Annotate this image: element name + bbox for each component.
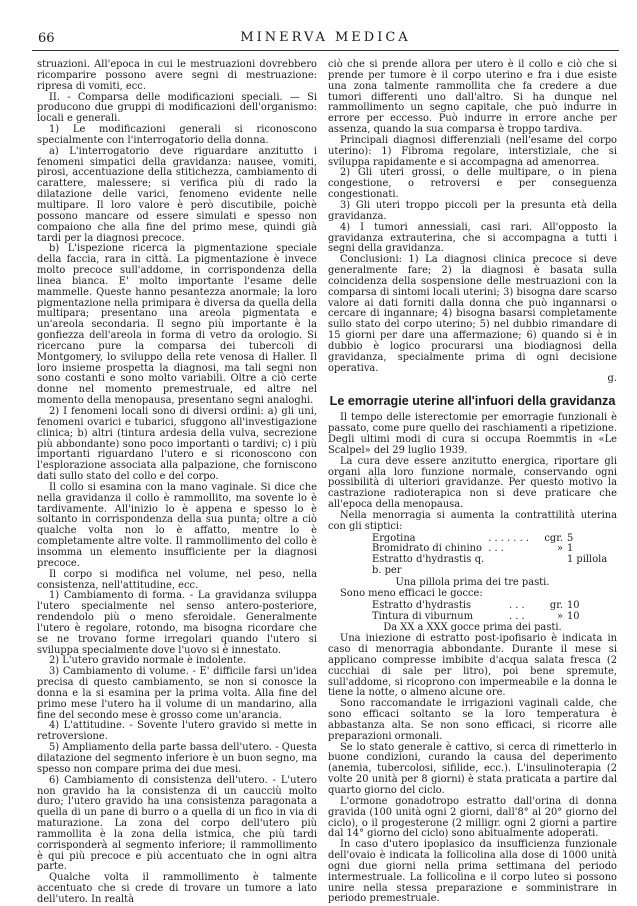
paragraph: 1) Le modificazioni generali si riconoscono specialmente con l'interrogatorio della donna. — [37, 124, 317, 146]
paragraph: 2) Gli uteri grossi, o delle multipare, o in piena congestione, o retroversi e per conseguenza congestionati. — [328, 167, 617, 201]
right-column — [328, 59, 617, 905]
drug-unit — [529, 555, 567, 577]
drug-quantity: 1 — [567, 543, 574, 555]
paragraph: In caso d'utero ipoplasico da insufficienza funzionale dell'ovaio è indicata la follicolina alla dose di 1000 unità ogni due giorni nella prima settimana del periodo intermestruale. La follicolina e il corpo luteo si possono unire nella stessa preparazione e somministrare in periodo premestruale. — [328, 839, 617, 905]
dot-leader: . . . — [508, 599, 525, 611]
prescription-row — [328, 555, 617, 577]
paragraph: Qualche volta il rammollimento è talmente accentuato che si crede di trovare un tumore a lato dell'utero. In realtà — [37, 872, 317, 905]
paragraph: a) L'interrogatorio deve riguardare anzitutto i fenomeni simpatici della gravidanza: nausee, vomiti, pirosi, accentuazione della stitichezza, cambiamento di carattere, malessere; si verifica più di rado la dilatazione delle varici, fenomeno evidente nelle multipare. Il loro valore è però discutibile, poichè possono mancare od essere simulati e spesso non compaiono che alla fine del primo mese, quindi già tardi per la diagnosi precoce. — [37, 145, 317, 244]
drug-name: Ergotina — [372, 532, 416, 544]
drug-name: Estratto d'hydrastis — [372, 599, 472, 611]
paragraph: Il corpo si modifica nel volume, nel peso, nella consistenza, nell'attitudine, ecc. — [37, 568, 317, 591]
paragraph: 3) Gli uteri troppo piccoli per la presunta età della gravidanza. — [328, 199, 617, 222]
paragraph: 5) Ampliamento della parte bassa dell'utero. - Questa dilatazione del segmento inferiore è un buon segno, ma spesso non compare prima dei due mesi. — [37, 742, 317, 775]
dot-leader: . . . — [508, 610, 525, 622]
paragraph: ciò che si prende allora per utero è il collo e ciò che si prende per tumore è il corpo uterino e fra i due esiste una zona talmente rammollita che fa credere a due tumori differenti uno dall'altro. Si ha dunque nel rammollimento un segno capitale, che può indurre in errore per eccesso. Può indurre in errore anche per assenza, quando la sua comparsa è troppo tardiva. — [328, 59, 617, 136]
paragraph: Conclusioni: 1) La diagnosi clinica precoce si deve generalmente fare; 2) la diagnosi è basata sulla coincidenza della sospensione delle mestruazioni con la comparsa di sintomi locali uterini; 3) bisogna dare scarso valore ai dati forniti dalla donna che può ingannarsi o cercare di ingannare; 4) bisogna basarsi completamente sullo stato del corpo uterino; 5) nel dubbio rimandare di 15 giorni per dare una affermazione; 6) quando si è in dubbio è logico procurarsi una biodiagnosi della gravidanza, specialmente prima di ogni decisione operativa. — [328, 254, 617, 374]
paragraph: 1) Cambiamento di forma. - La gravidanza sviluppa l'utero specialmente nel senso antero-posteriore, rendendolo più o meno sferoidale. Generalmente l'utero è regolare, rotondo, ma bisogna ricordare che se ne trovano forme irregolari quando l'utero si sviluppa specialmente dove l'uovo si è innestato. — [37, 590, 317, 656]
paragraph: 4) L'attitudine. - Sovente l'utero gravido si mette in retroversione. — [37, 720, 317, 743]
prescription-row — [328, 612, 617, 623]
paragraph: Il collo si esamina con la mano vaginale. Si dice che nella gravidanza il collo è rammollito, ma sovente lo è tardivamente. All'inizio lo è appena e spesso lo è soltanto in corrispondenza della sua punta; oltre a ciò qualche volta non lo è affatto, mentre lo è completamente altre volte. Il rammollimento del collo è insomma un elemento insufficiente per la diagnosi precoce. — [37, 481, 317, 569]
prescription-table — [328, 601, 617, 623]
paragraph: Se lo stato generale è cattivo, si cerca di rimetterlo in buone condizioni, curando la causa del deperimento (anemia, tubercolosi, sifilide, ecc.). L'insulinoterapia (2 volte 20 unità per 8 giorni) è stata praticata a partire dal quarto giorno del ciclo. — [328, 741, 617, 796]
paragraph: Una iniezione di estratto post-ipofisario è indicata in caso di menorragia abbondante. Durante il mese si applicano compresse imbibite d'acqua salata fresca (2 cucchiai di sale per litro), poi bene spremute, sull'addome, si ricoprono con impermeabile e la donna le tiene la notte, o almeno alcune ore. — [328, 633, 617, 699]
paragraph: 2) L'utero gravido normale è indolente. — [49, 655, 247, 667]
paragraph: b) L'ispezione ricerca la pigmentazione speciale della faccia, rara in città. La pigmentazione è invece molto precoce sull'addome, in corrispondenza della linea bianca. E' molto importante l'esame delle mammelle. Queste hanno pesantezza anormale; la loro pigmentazione nella primipara è diversa da quella della multipara; presentano una areola pigmentata e un'areola secondaria. Il segno più importante è la gonfiezza dell'areola in forma di vetro da orologio. Si ricercano pure la comparsa dei tubercoli di Montgomery, lo sviluppo della rete venosa di Haller. Il loro insieme prospetta la diagnosi, ma tali segni non sono costanti e sono molto variabili. Oltre a ciò certe donne nel momento premestruale, ed altre nel momento della menopausa, presentano segni analoghi. — [37, 243, 317, 407]
dosage-note: Una pillola prima dei tre pasti. — [395, 576, 550, 588]
author-signature: g. — [607, 373, 617, 385]
left-column — [37, 59, 317, 905]
drug-quantity: 1 pillola — [567, 554, 608, 566]
drug-name: Tintura di viburnum — [372, 610, 474, 622]
drug-unit: cgr. — [544, 532, 563, 544]
dosage-note: Da XX a XXX gocce prima dei pasti. — [383, 622, 562, 634]
article-title: Le emorragie uterine all'infuori della gravidanza — [329, 394, 616, 409]
paragraph: 6) Cambiamento di consistenza dell'utero. - L'utero non gravido ha la consistenza di un caucciù molto duro; l'utero gravido ha una consistenza paragonata a quella di un pane di burro o a quella di un fico in via di maturazione. La zona del corpo dell'utero più rammollita è la zona della istmica, che più tardi corrisponderà al segmento inferiore; il rammollimento è qui più precoce e più accentuato che in ogni altra parte. — [37, 774, 317, 873]
dot-leader: . . . — [488, 543, 504, 555]
drug-quantity: 10 — [567, 610, 580, 622]
paragraph: Sono raccomandate le irrigazioni vaginali calde, che sono efficaci soltanto se la loro temperatura è abbastanza alta. Se non sono efficaci, si ricorre alle preparazioni ormonali. — [328, 698, 617, 742]
drug-unit: gr. — [549, 599, 563, 611]
paragraph: Sono meno efficaci le gocce: — [340, 587, 483, 599]
paragraph: 3) Cambiamento di volume. - E' difficile farsi un'idea precisa di questo cambiamento, se non si conosce la donna e la si esamina per la prima volta. Alla fine del primo mese l'utero ha il volume di un mandarino, alla fine del secondo mese è grosso come un'arancia. — [37, 666, 317, 721]
drug-quantity: 10 — [567, 599, 580, 611]
paragraph: struazioni. All'epoca in cui le mestruazioni dovrebbero ricomparire possono avere segni di mestruazione: ripresa di vomiti, ecc. — [37, 59, 317, 92]
drug-quantity: 5 — [567, 532, 574, 544]
paragraph: Principali diagnosi differenziali (nell'esame del corpo uterino): 1) Fibroma regolare, interstiziale, che si sviluppa rapidamente e si accompagna ad amenorrea. — [328, 134, 617, 168]
drug-name: Estratto d'hydrastis q. b. per — [372, 554, 485, 577]
prescription-table — [328, 534, 617, 577]
drug-unit: » — [556, 543, 563, 555]
paragraph: II. - Comparsa delle modificazioni speciali. — Si producono due gruppi di modificazioni dell'organismo: locali e generali. — [37, 91, 317, 125]
running-header — [32, 30, 619, 51]
paragraph: Il tempo delle isterectomie per emorragie funzionali è passato, come pure quello dei raschiamenti a ripetizione. Degli ultimi modi di cura si occupa Roemmtis in «Le Scalpel» del 29 luglio 1939. — [328, 412, 617, 456]
dot-leader: . . . . . . . — [488, 532, 529, 544]
paragraph: 2) I fenomeni locali sono di diversi ordini: a) gli uni, fenomeni ovarici e tubarici, sfuggono all'investigazione clinica; b) altri (tintura ardesia della vulva, secrezione più abbondante) sono poco importanti o tardivi; c) i più importanti riguardano l'utero e si riconoscono con l'esplorazione associata alla palpazione, che forniscono dati sullo stato del collo e del corpo. — [37, 406, 317, 483]
paragraph: 4) I tumori annessiali, casi rari. All'opposto la gravidanza extrauterina, che si accompagna a tutti i segni della gravidanza. — [328, 221, 617, 255]
page-number: 66 — [38, 31, 55, 46]
drug-name: Bromidrato di chinino — [372, 543, 482, 555]
journal-title: MINERVA MEDICA — [240, 30, 411, 45]
paragraph: L'ormone gonadotropo estratto dall'orina di donna gravida (100 unità ogni 2 giorni, dall'8° al 20° giorno del ciclo), o il progesterone (2 milligr. ogni 2 giorni a partire dal 14° giorno del ciclo) sono abitualmente adoperati. — [328, 795, 617, 840]
prescription-row — [328, 601, 617, 612]
drug-unit: » — [556, 610, 563, 622]
paragraph: La cura deve essere anzitutto energica, riportare gli organi alla loro funzione normale, conservando ogni possibilità di ulteriori gravidanze. Per questo motivo la castrazione radioterapica non si deve praticare che all'epoca della menopausa. — [328, 455, 617, 511]
paragraph: Nella menorragia si aumenta la contrattilità uterina con gli stiptici: — [328, 509, 617, 532]
